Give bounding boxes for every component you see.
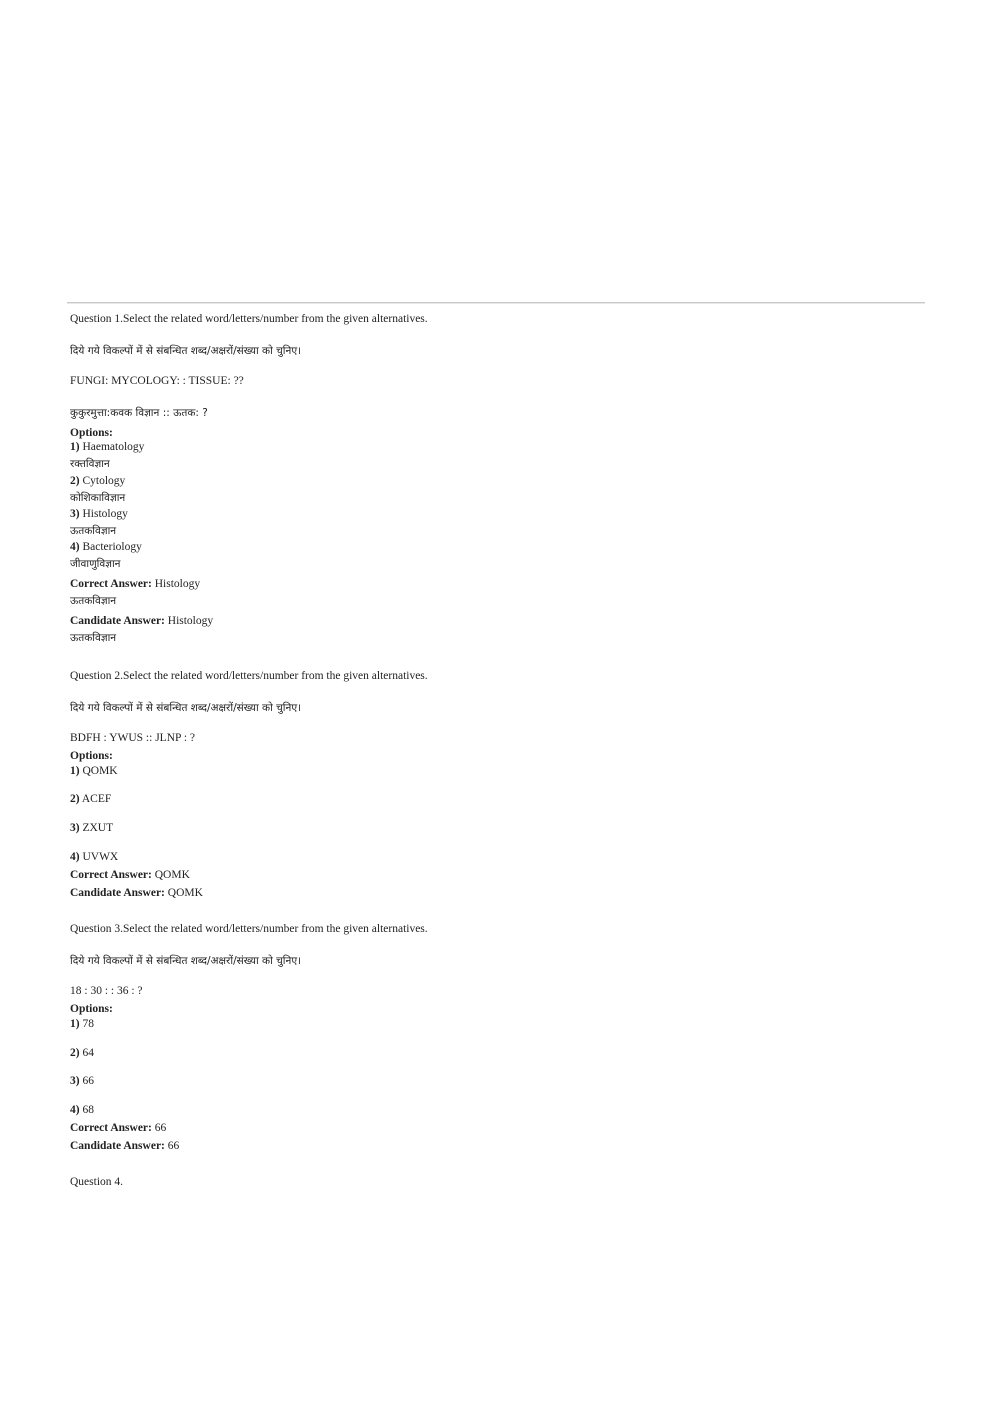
question-1-option-1: 1) Haematology	[70, 441, 145, 453]
question-4-stem: Question 4.	[70, 1176, 124, 1188]
question-1-option-3: 3) Histology	[70, 508, 128, 520]
question-3-option-1: 1) 78	[70, 1018, 94, 1030]
question-3-stem: Question 3.Select the related word/letters/number from the given alternatives.	[70, 923, 428, 935]
question-3-candidate-answer: Candidate Answer: 66	[70, 1140, 180, 1152]
question-2-option-4: 4) UVWX	[70, 851, 119, 863]
question-3-option-4: 4) 68	[70, 1104, 94, 1116]
question-2-candidate-answer: Candidate Answer: QOMK	[70, 887, 203, 899]
question-2-problem: BDFH : YWUS :: JLNP : ?	[70, 732, 196, 744]
question-1-option-4: 4) Bacteriology	[70, 541, 142, 553]
question-3-stem-hindi: दिये गये विकल्पों में से संबन्धित शब्द/अक्षरों/संख्या को चुनिए।	[70, 955, 302, 967]
question-3-problem: 18 : 30 : : 36 : ?	[70, 985, 143, 997]
question-2-option-2: 2) ACEF	[70, 793, 112, 805]
question-2-option-1: 1) QOMK	[70, 765, 118, 777]
question-1-problem: FUNGI: MYCOLOGY: : TISSUE: ??	[70, 375, 244, 387]
question-1-candidate-answer-hindi: ऊतकविज्ञान	[70, 632, 117, 644]
question-1-stem-hindi: दिये गये विकल्पों में से संबन्धित शब्द/अक्षरों/संख्या को चुनिए।	[70, 345, 302, 357]
question-1-problem-hindi: कुकुरमुत्ता:कवक विज्ञान :: ऊतक: ?	[70, 407, 208, 419]
question-1-option-3-hindi: ऊतकविज्ञान	[70, 525, 117, 537]
question-3-correct-answer: Correct Answer: 66	[70, 1122, 167, 1134]
question-3-option-2: 2) 64	[70, 1047, 94, 1059]
question-2-correct-answer: Correct Answer: QOMK	[70, 869, 190, 881]
question-3-option-3: 3) 66	[70, 1075, 94, 1087]
top-divider	[67, 302, 925, 304]
question-3-options-label: Options:	[70, 1003, 113, 1015]
question-1-options-label: Options:	[70, 427, 113, 439]
question-2-stem: Question 2.Select the related word/letters/number from the given alternatives.	[70, 670, 428, 682]
question-1-option-4-hindi: जीवाणुविज्ञान	[70, 558, 121, 570]
question-1-option-2-hindi: कोशिकाविज्ञान	[70, 492, 126, 504]
question-1-candidate-answer: Candidate Answer: Histology	[70, 615, 214, 627]
question-1-correct-answer-hindi: ऊतकविज्ञान	[70, 595, 117, 607]
question-2-option-3: 3) ZXUT	[70, 822, 114, 834]
question-1-option-2: 2) Cytology	[70, 475, 126, 487]
question-2-stem-hindi: दिये गये विकल्पों में से संबन्धित शब्द/अक्षरों/संख्या को चुनिए।	[70, 702, 302, 714]
question-2-options-label: Options:	[70, 750, 113, 762]
question-1-stem: Question 1.Select the related word/letters/number from the given alternatives.	[70, 313, 428, 325]
question-1-correct-answer: Correct Answer: Histology	[70, 578, 201, 590]
question-1-option-1-hindi: रक्तविज्ञान	[70, 458, 110, 470]
